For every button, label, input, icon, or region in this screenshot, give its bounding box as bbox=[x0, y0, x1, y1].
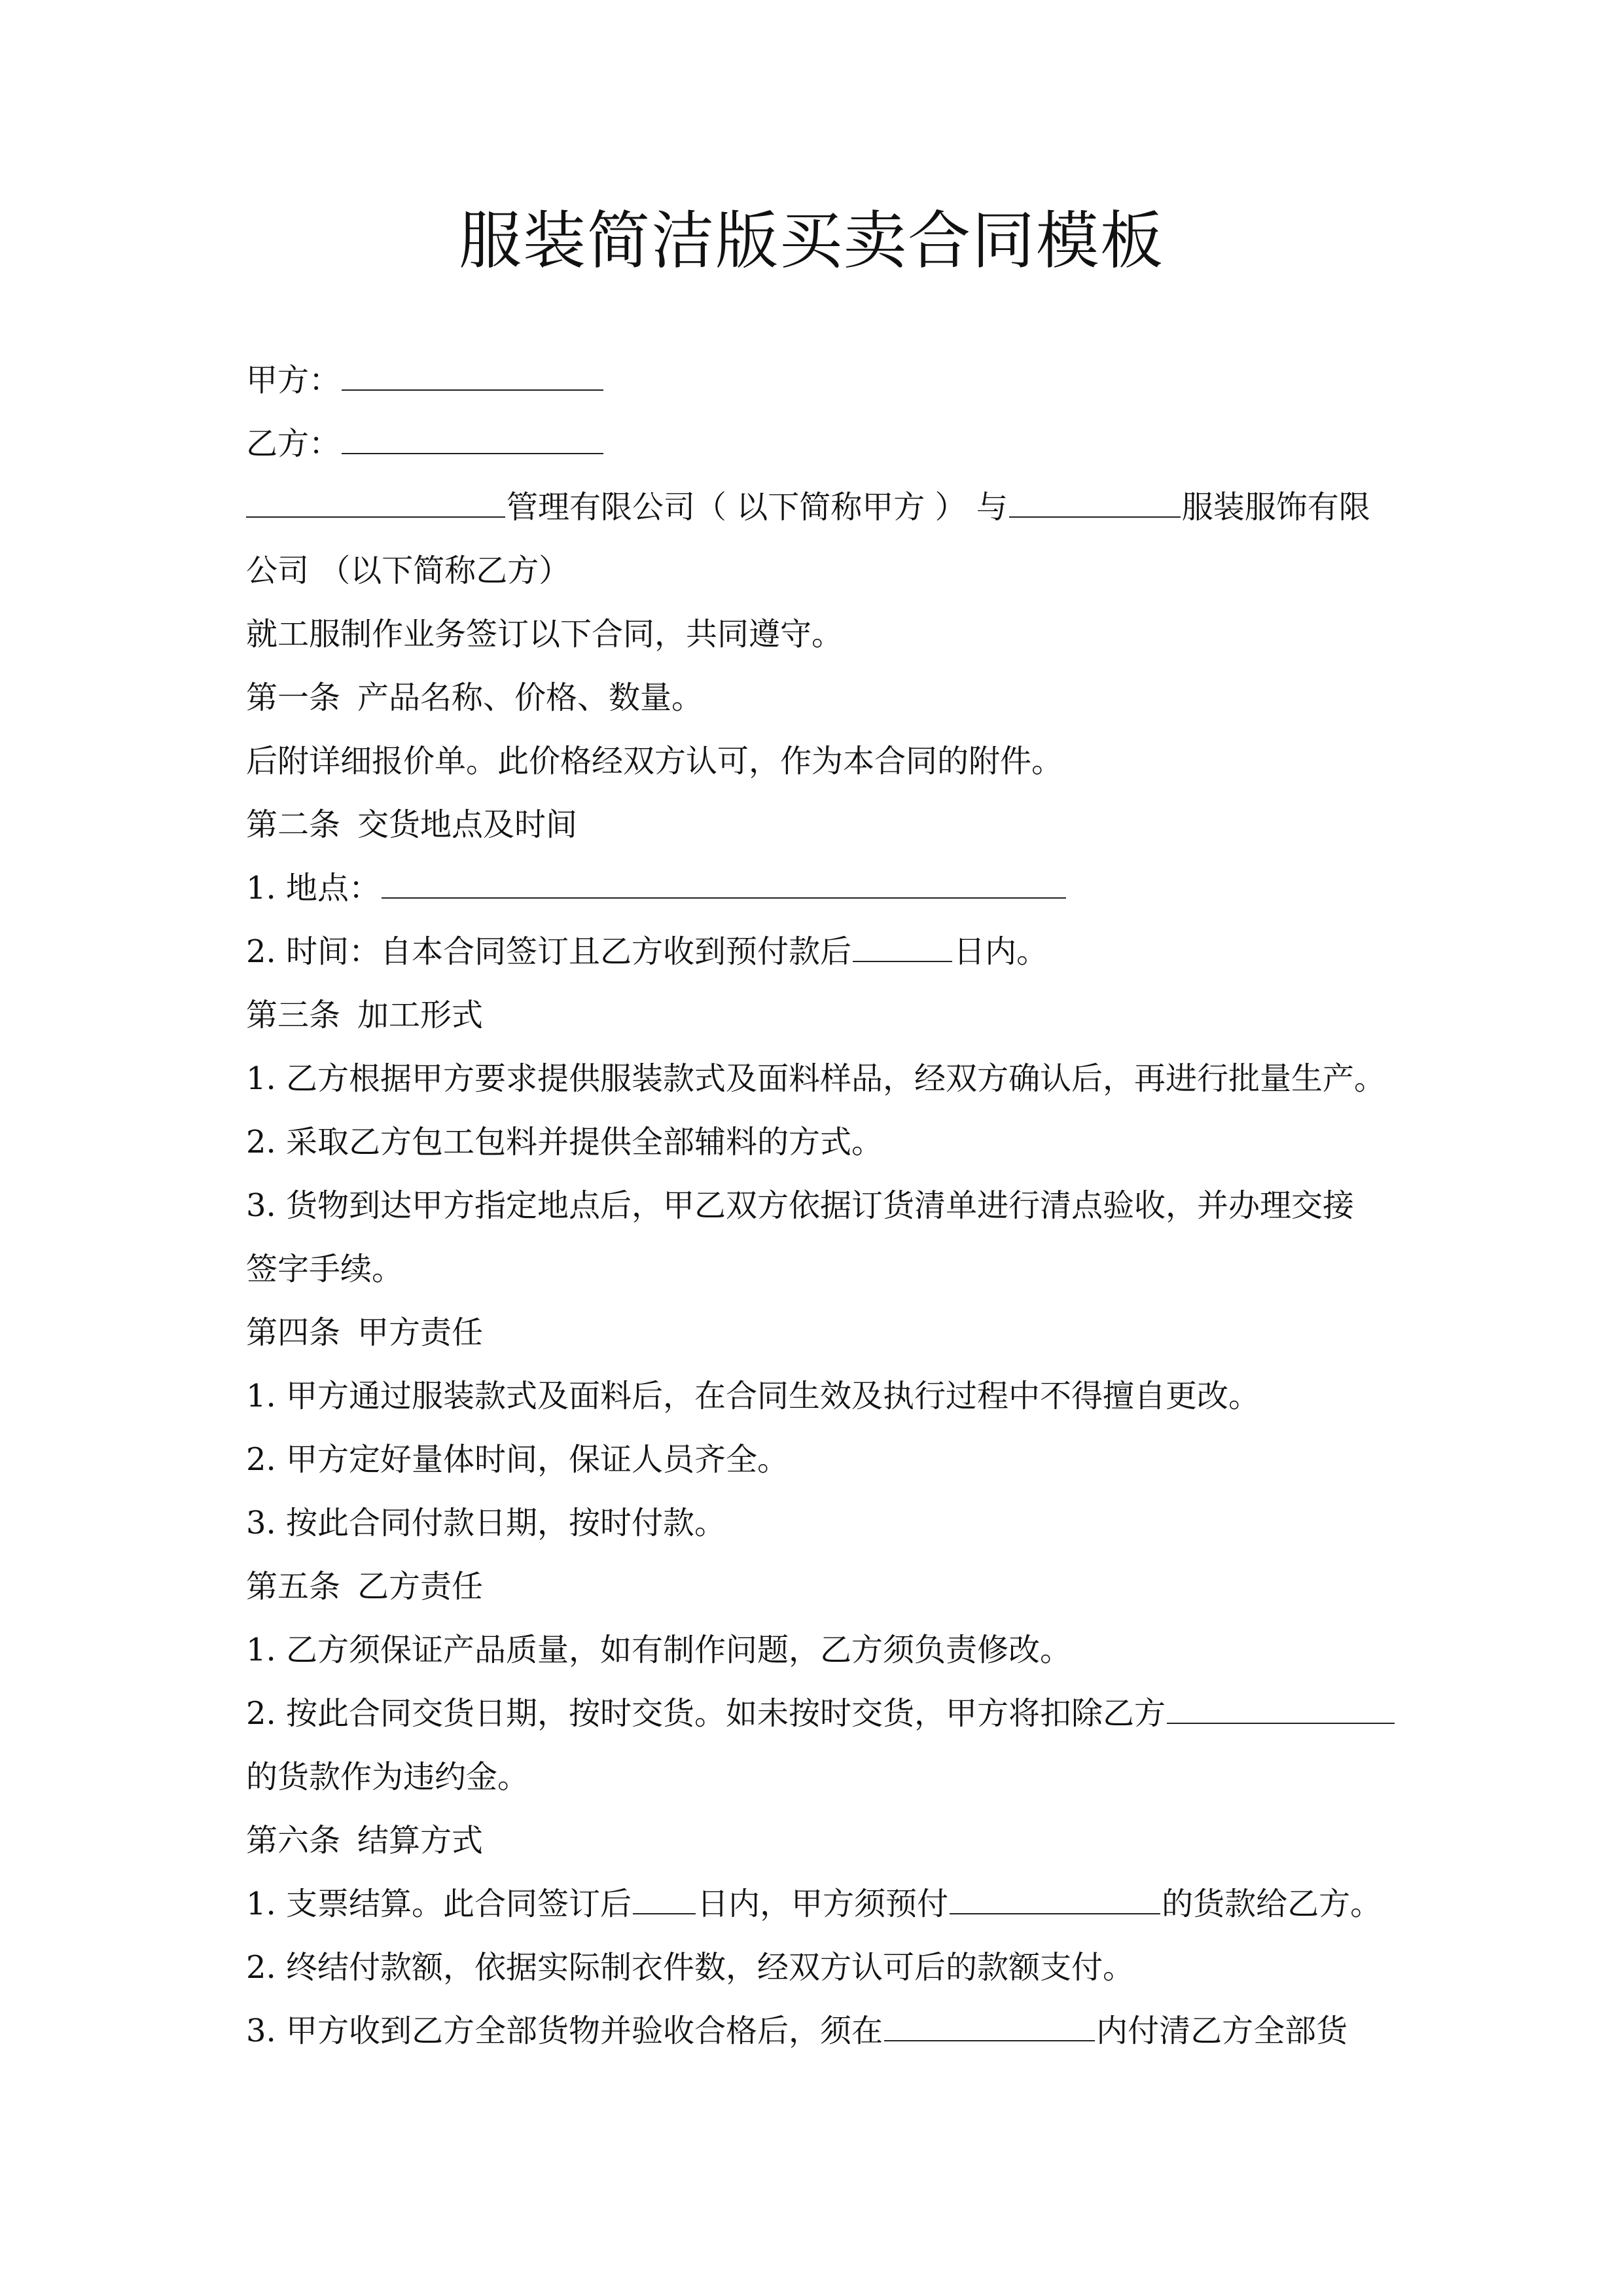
delivery-location-blank[interactable] bbox=[382, 867, 1066, 899]
article-5-number: 第五条 bbox=[246, 1568, 341, 1605]
final-payment-period-blank[interactable] bbox=[884, 2010, 1095, 2041]
party-a-blank[interactable] bbox=[342, 359, 603, 391]
article-1-number: 第一条 bbox=[246, 679, 341, 716]
article-2-item-2-text-a: 2. 时间：自本合同签订且乙方收到预付款后 bbox=[246, 933, 852, 970]
agreement-line: 就工服制作业务签订以下合同，共同遵守。 bbox=[246, 616, 844, 653]
prepay-amount-blank[interactable] bbox=[950, 1883, 1160, 1914]
article-6-number: 第六条 bbox=[246, 1822, 341, 1859]
article-5-heading bbox=[246, 1564, 483, 1609]
intro-text-b: 服装服饰有限 bbox=[1181, 489, 1370, 526]
article-2-item-2-text-b: 日内。 bbox=[954, 933, 1048, 970]
article-4-title: 甲方责任 bbox=[357, 1314, 484, 1351]
article-2-item-1 bbox=[246, 865, 1067, 911]
article-3-number: 第三条 bbox=[246, 997, 341, 1033]
prepay-days-blank[interactable] bbox=[633, 1883, 696, 1914]
article-3-item-2: 2. 采取乙方包工包料并提供全部辅料的方式。 bbox=[246, 1124, 883, 1160]
article-2-item-2 bbox=[246, 929, 1048, 975]
article-4-item-3: 3. 按此合同付款日期，按时付款。 bbox=[246, 1505, 726, 1541]
party-b-label: 乙方： bbox=[246, 425, 341, 462]
article-4-item-2: 2. 甲方定好量体时间，保证人员齐全。 bbox=[246, 1441, 789, 1478]
delivery-days-blank[interactable] bbox=[853, 931, 952, 962]
article-6-title: 结算方式 bbox=[357, 1822, 484, 1859]
article-5-item-2-cont: 的货款作为违约金。 bbox=[246, 1759, 529, 1795]
article-5-item-2-text-a: 2. 按此合同交货日期，按时交货。如未按时交货，甲方将扣除乙方 bbox=[246, 1695, 1166, 1732]
article-6-item-1-text-b: 日内，甲方须预付 bbox=[697, 1886, 949, 1922]
article-5-item-1: 1. 乙方须保证产品质量，如有制作问题，乙方须负责修改。 bbox=[246, 1632, 1072, 1668]
article-2-item-1-text: 1. 地点： bbox=[246, 870, 381, 906]
party-a-line bbox=[246, 357, 605, 403]
intro-line-2: 公司 （以下简称乙方） bbox=[246, 552, 571, 589]
party-b-company-blank[interactable] bbox=[1009, 486, 1181, 518]
party-a-company-blank[interactable] bbox=[246, 486, 505, 518]
article-6-item-3-text-a: 3. 甲方收到乙方全部货物并验收合格后，须在 bbox=[246, 2013, 883, 2049]
party-b-blank[interactable] bbox=[342, 423, 603, 454]
article-4-number: 第四条 bbox=[246, 1314, 341, 1351]
article-3-item-3: 3. 货物到达甲方指定地点后，甲乙双方依据订货清单进行清点验收，并办理交接 bbox=[246, 1187, 1355, 1224]
article-3-title: 加工形式 bbox=[357, 997, 484, 1033]
article-3-heading bbox=[246, 992, 483, 1038]
article-6-item-3-text-b: 内付清乙方全部货 bbox=[1096, 2013, 1348, 2049]
article-1-heading bbox=[246, 675, 703, 721]
party-a-label: 甲方： bbox=[246, 362, 341, 399]
intro-text-a: 管理有限公司（ 以下简称甲方 ） 与 bbox=[507, 489, 1008, 526]
article-3-item-3-cont: 签字手续。 bbox=[246, 1251, 404, 1287]
article-6-item-3 bbox=[246, 2008, 1347, 2054]
article-5-item-2 bbox=[246, 1691, 1396, 1736]
article-2-heading bbox=[246, 802, 577, 848]
article-4-item-1: 1. 甲方通过服装款式及面料后，在合同生效及执行过程中不得擅自更改。 bbox=[246, 1378, 1260, 1414]
article-5-title: 乙方责任 bbox=[357, 1568, 484, 1605]
article-6-item-1 bbox=[246, 1881, 1382, 1927]
article-4-heading bbox=[246, 1310, 483, 1355]
article-3-item-1: 1. 乙方根据甲方要求提供服装款式及面料样品，经双方确认后，再进行批量生产。 bbox=[246, 1060, 1386, 1097]
article-6-heading bbox=[246, 1818, 483, 1863]
intro-line bbox=[246, 484, 1370, 530]
penalty-amount-blank[interactable] bbox=[1167, 1693, 1395, 1724]
article-2-number: 第二条 bbox=[246, 806, 341, 843]
page-title: 服装简洁版买卖合同模板 bbox=[459, 204, 1164, 278]
article-6-item-2: 2. 终结付款额，依据实际制衣件数，经双方认可后的款额支付。 bbox=[246, 1949, 1135, 1986]
article-1-body: 后附详细报价单。此价格经双方认可，作为本合同的附件。 bbox=[246, 743, 1063, 780]
party-b-line bbox=[246, 421, 605, 467]
article-6-item-1-text-c: 的货款给乙方。 bbox=[1162, 1886, 1382, 1922]
article-1-title: 产品名称、价格、数量。 bbox=[357, 679, 704, 716]
article-6-item-1-text-a: 1. 支票结算。此合同签订后 bbox=[246, 1886, 632, 1922]
article-2-title: 交货地点及时间 bbox=[357, 806, 578, 843]
